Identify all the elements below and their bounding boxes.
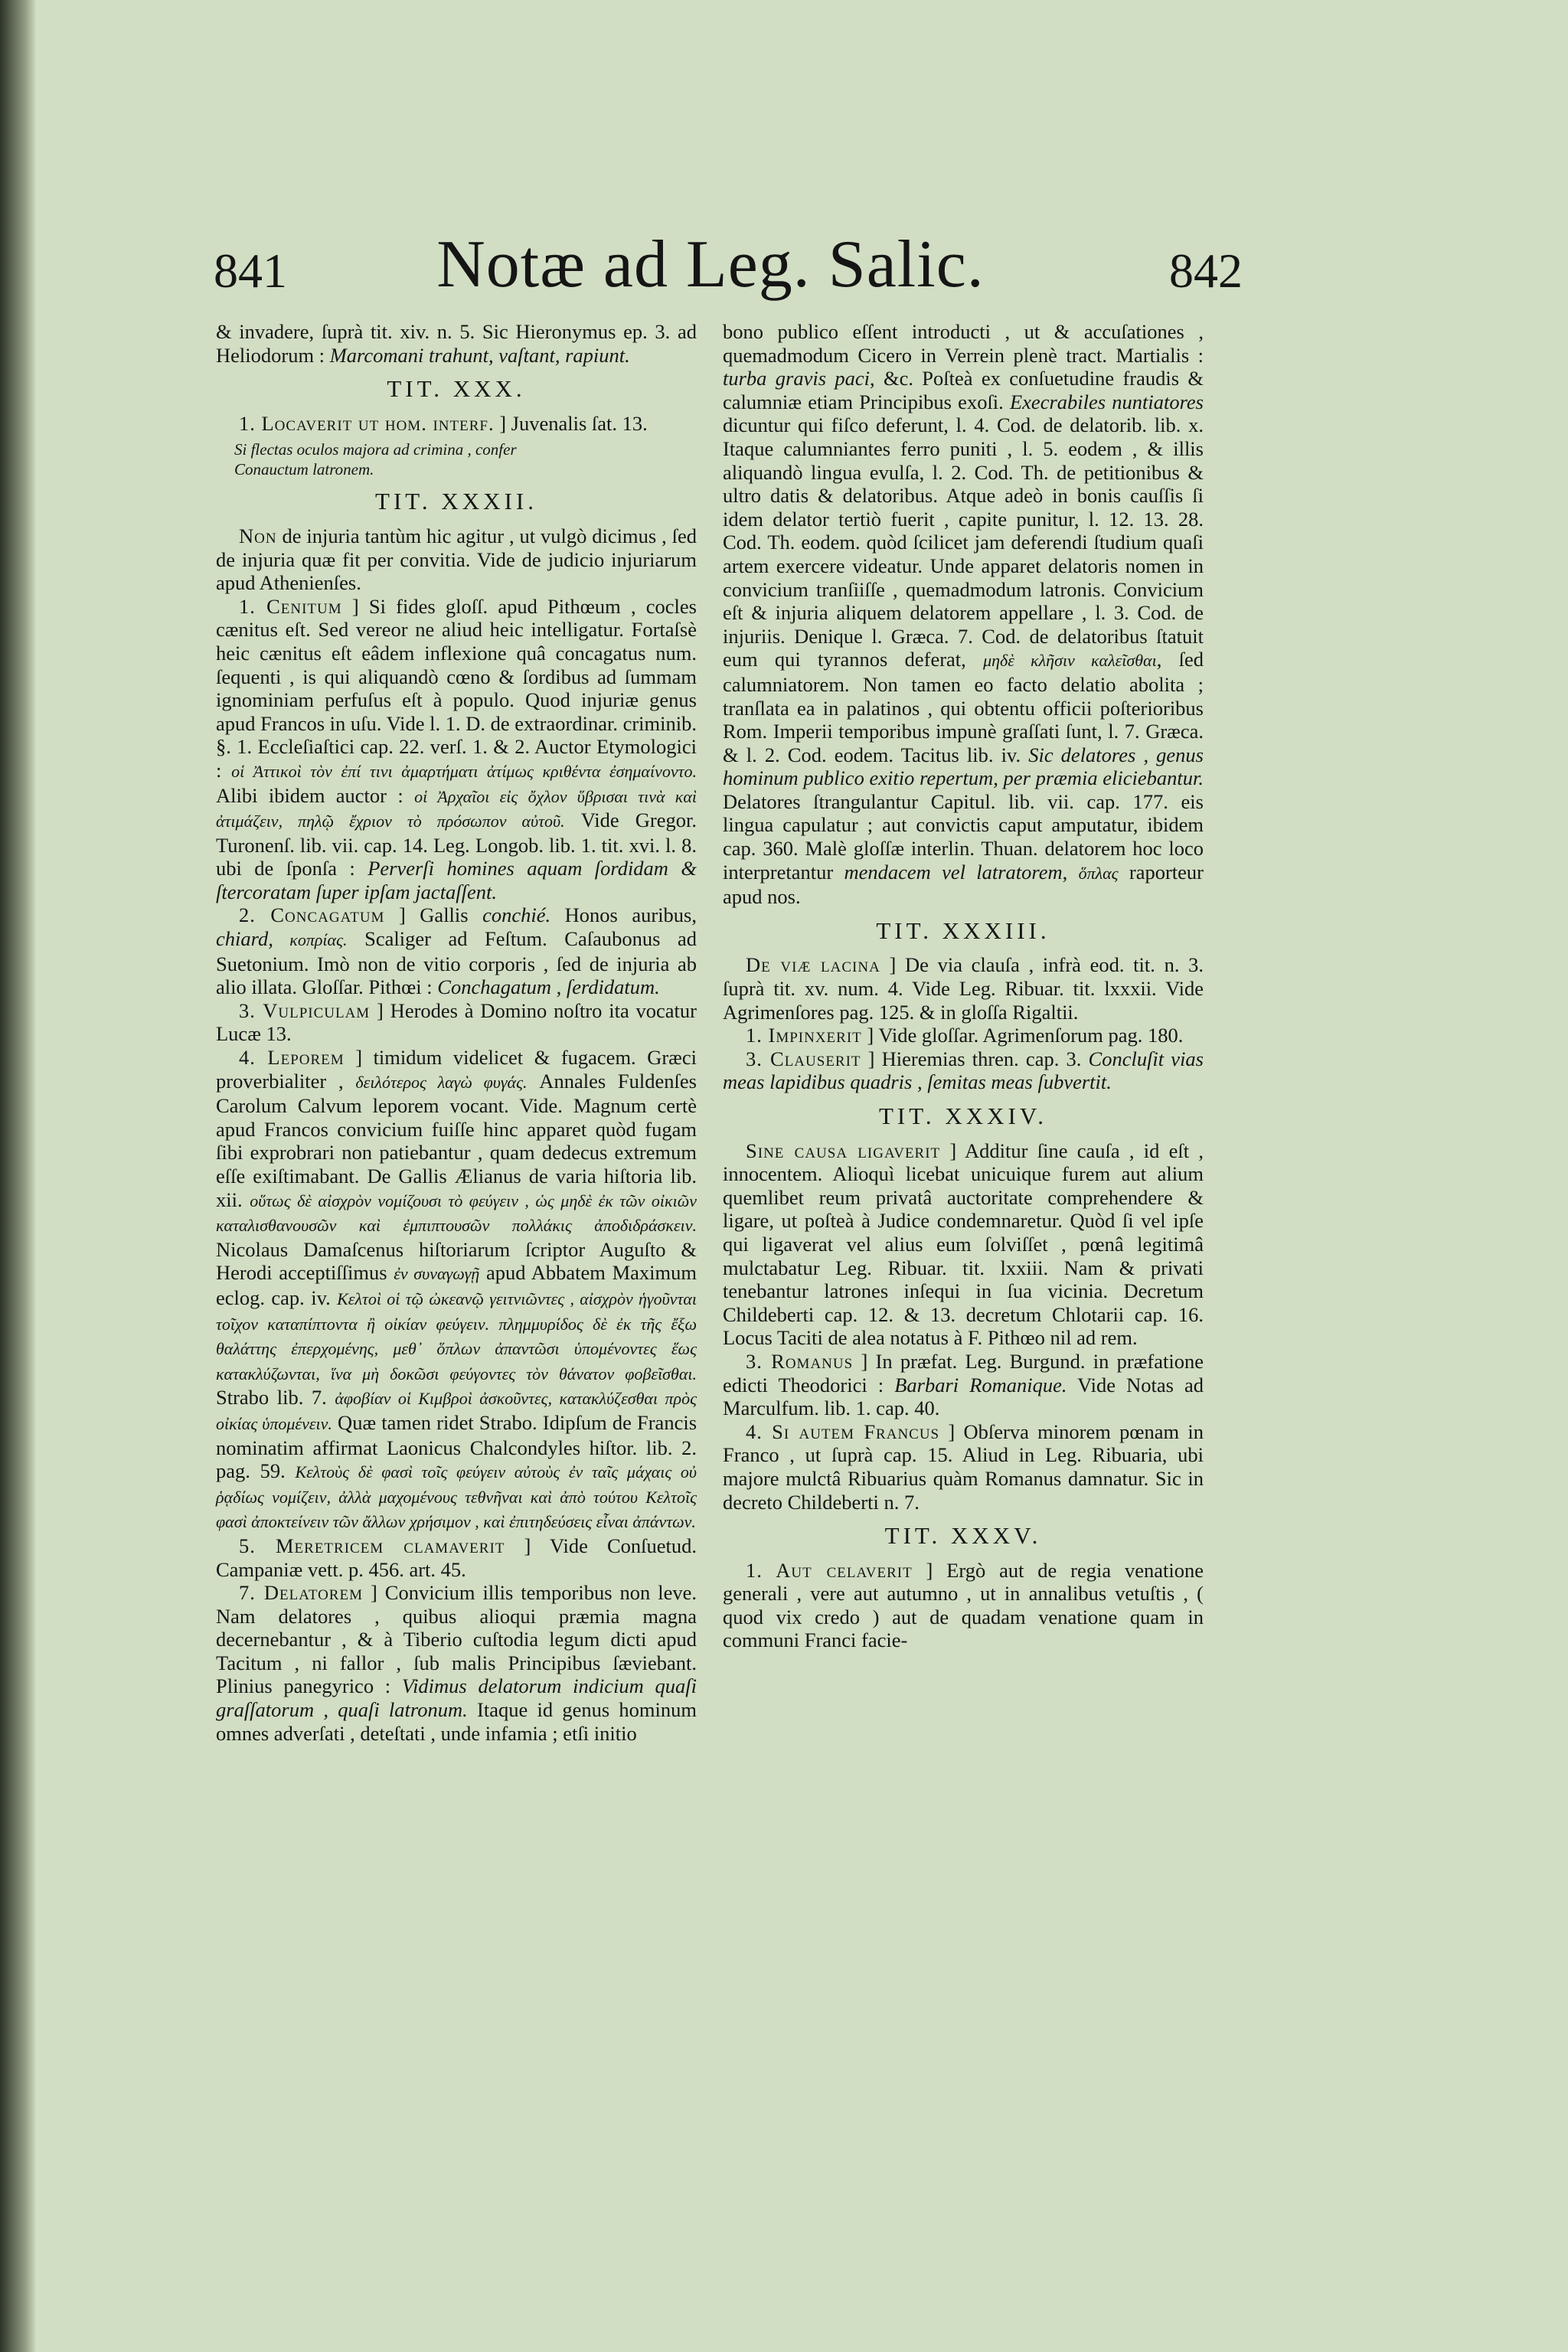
section-heading: TIT. XXXII. — [375, 488, 537, 515]
section-heading: TIT. XXXV. — [884, 1522, 1042, 1550]
note: 3. Clauserit ] Hieremias thren. cap. 3. Concluſit vias meas lapidibus quadris , ſemitas meas ſubvertit. — [723, 1047, 1204, 1094]
paragraph: & invadere, ſuprà tit. xiv. n. 5. Sic Hieronymus ep. 3. ad Heliodorum : Marcomani trahunt, vaſtant, rapiunt. — [216, 320, 697, 367]
paragraph: bono publico eſſent introducti , ut & accuſationes , quemadmodum Cicero in Verrein plenè tract. Martialis : turba gravis paci, &c. Poſteà ex conſuetudine fraudis & calumniæ etiam Principibus exoſi. Execrabiles nuntiatores dicuntur qui fiſco deferunt, l. 4. Cod. de delatorib. lib. x. Itaque calumniantes ferro puniti , l. 5. eodem , & illis aliquandò lingua evulſa, l. 2. Cod. Th. de petitionibus & ultro datis & delatoribus. Atque adeò in bonis cauſſis ſi idem delator tertiò fuerit , capite punitur, l. 12. 13. 28. Cod. Th. eodem. quòd ſcilicet jam deferendi ſtudium quaſi artem exercere videatur. Unde apparet delatoris nomen in convicium tranſiiſſe , quemadmodum latronis. Convicium eſt & injuria aliquem delatorem appellare , l. 3. Cod. de injuriis. Denique l. Græca. 7. Cod. de delatoribus ſtatuit eum qui tyrannos deferat, μηδὲ κλῆσιν καλεῖσθαι, ſed calumniatorem. Non tamen eo facto delatio abolita ; tranſlata ea in palatinos , qui obtentu officii poſterioribus Rom. Imperii temporibus impunè graſſati ſunt, l. 7. Græca. & l. 2. Cod. eodem. Tacitus lib. iv. Sic delatores , genus hominum publico exitio repertum, per præmia eliciebantur. Delatores ſtrangulantur Capitul. lib. vii. cap. 177. eis lingua capulatur ; aut convictis caput amputatur, ibidem cap. 360. Malè gloſſæ interlin. Thuan. delatorem hoc loco interpretantur mendacem vel latratorem, ὅπλας raporteur apud nos. — [723, 320, 1204, 909]
note: 4. Si autem Francus ] Obſerva minorem pœnam in Franco , ut ſuprà cap. 15. Aliud in Leg. Ribuaria, ubi majore mulctâ Ribuarius quàm Romanus damnatur. Sic in decreto Childeberti n. 7. — [723, 1419, 1204, 1514]
page-header — [178, 226, 1243, 318]
section-heading: TIT. XXXIV. — [878, 1102, 1048, 1129]
note: 1. Cenitum ] Si fides gloſſ. apud Pithœum , cocles cænitus eſt. Sed vereor ne aliud heic intelligatur. Fortaſsè heic cænitus eſt eâdem inflexione quâ concagatus num. ſequenti , is qui aliquandò cœno & ſordibus ad ſummam ignominiam perfuſus eſt à populo. Quod injuriæ genus apud Francos in uſu. Vide l. 1. D. de extraordinar. criminib. §. 1. Eccleſiaſtici cap. 22. verſ. 1. & 2. Auctor Etymologici : οἱ Ἀττικοὶ τὸν ἐπί τινι ἀμαρτήματι ἀτίμως κριθέντα ἐσημαίνοντο. Alibi ibidem auctor : οἱ Ἀρχαῖοι εἰς ὄχλον ὕβρισαι τινὰ καὶ ἀτιμάζειν, πηλῷ ἔχριον τὸ πρόσωπον αὐτοῦ. Vide Gregor. Turonenſ. lib. vii. cap. 14. Leg. Longob. lib. 1. tit. xvi. l. 8. ubi de ſponſa : Perverſi homines aquam ſordidam & ſtercoratam ſuper ipſam jactaſſent. — [216, 594, 697, 903]
note: 2. Concagatum ] Gallis conchié. Honos auribus, chiard, κοπρίας. Scaliger ad Feſtum. Caſaubonus ad Suetonium. Imò non de vitio corporis , ſed de injuria ab alio illata. Gloſſar. Pithœi : Conchagatum , ſerdidatum. — [216, 903, 697, 999]
note: 7. Delatorem ] Convicium illis temporibus non leve. Nam delatores , quibus alioqui præmia magna decernebantur , & à Tiberio cuſtodia legum dicti apud Tacitum , ni fallor , ſub malis Principibus ſæviebant. Plinius panegyrico : Vidimus delatorum indicium quaſi graſſatorum , quaſi latronum. Itaque id genus hominum omnes adverſati , deteſtati , unde infamia ; etſi initio — [216, 1581, 697, 1745]
book-gutter-shadow — [0, 0, 35, 2352]
right-column — [723, 320, 1204, 1652]
note: 3. Vulpiculam ] Herodes à Domino noſtro ita vocatur Lucæ 13. — [216, 998, 697, 1046]
paragraph: Non de injuria tantùm hic agitur , ut vulgò dicimus , ſed de injuria quæ fit per convitia. Vide de judicio injuriarum apud Athenienſes. — [216, 524, 697, 595]
note: 1. Impinxerit ] Vide gloſſar. Agrimenſorum pag. 180. — [746, 1024, 1184, 1047]
page-number-right: 842 — [1169, 243, 1243, 298]
left-column — [216, 320, 697, 1745]
note: 3. Romanus ] In præfat. Leg. Burgund. in præfatione edicti Theodorici : Barbari Romanique. Vide Notas ad Marculfum. lib. 1. cap. 40. — [723, 1349, 1204, 1420]
section-heading: TIT. XXXIII. — [876, 916, 1050, 944]
note: De viæ lacina ] De via clauſa , infrà eod. tit. n. 3. ſuprà tit. xv. num. 4. Vide Leg. Ribuar. tit. lxxxii. Vide Agrimenſores pag. 125. & in gloſſa Rigaltii. — [723, 953, 1204, 1024]
running-title: Notæ ad Leg. Salic. — [436, 227, 985, 302]
note: 1. Locaverit ut hom. interf. ] Juvenalis ſat. 13. — [239, 411, 648, 435]
note: 1. Aut celaverit ] Ergò aut de regia venatione generali , vere aut autumno , ut in annalibus vetuſtis , ( quod vix credo ) aut de quadam venatione quam in communi Franci facie- — [723, 1558, 1204, 1652]
quotation: Si flectas oculos majora ad crimina , confer Conauctum latronem. — [234, 440, 517, 479]
note: 4. Leporem ] timidum videlicet & fugacem. Græci proverbialiter , δειλότερος λαγὼ φυγάς. Annales Fuldenſes Carolum Calvum leporem vocant. Vide. Magnum certè apud Francos convicium fuiſſe hinc apparet quòd fugam ſibi exprobrari non patiebantur , quam dedecus extremum eſſe exiſtimabant. De Gallis Ælianus de varia hiſtoria lib. xii. οὕτως δὲ αἰσχρὸν νομίζουσι τὸ φεύγειν , ὡς μηδὲ ἐκ τῶν οἰκιῶν καταλισθανουσῶν καὶ ἐμπιπτουσῶν πολλάκις ἀποδιδράσκειν. Nicolaus Damaſcenus hiſtoriarum ſcriptor Auguſto & Herodi acceptiſſimus ἐν συναγωγῇ apud Abbatem Maximum eclog. cap. iv. Κελτοὶ οἱ τῷ ὠκεανῷ γειτνιῶντες , αἰσχρὸν ἡγοῦνται τοῖχον καταπίπτοντα ἢ οἰκίαν φεύγειν. πλημμυρίδος δὲ ἐκ τῆς ἔξω θαλάττης ἐπερχομένης, μεθ᾽ ὅπλων ἀπαντῶσι ὑπομένοντες ἕως κατακλύζωνται, ἵνα μὴ δοκῶσι φεύγοντες τὸν θάνατον φοβεῖσθαι. Strabo lib. 7. ἀφοβίαν οἱ Κιμβροὶ ἀσκοῦντες, κατακλύζεσθαι πρὸς οἰκίας ὑπομένειν. Quæ tamen ridet Strabo. Idipſum de Francis nominatim affirmat Laonicus Chalcondyles hiſtor. lib. 2. pag. 59. Κελτοὺς δὲ φασὶ τοῖς φεύγειν αὐτοὺς ἐν ταῖς μάχαις οὐ ῥᾳδίως νομίζειν, ἀλλὰ μαχομένους τεθνῆναι καὶ ἀπὸ τούτου Κελτοῖς φασὶ ἀποκτείνειν τῶν ἄλλων χρήσιμον , καὶ ἐπιτηδεύσεις εἶναι ἀπάντων. — [216, 1046, 697, 1532]
note: 5. Meretricem clamaverit ] Vide Conſuetud. Campaniæ vett. p. 456. art. 45. — [216, 1534, 697, 1581]
note: Sine causa ligaverit ] Additur ſine cauſa , id eſt , innocentem. Alioquì licebat unicuique furem aut alium quemlibet reum privatâ auctoritate comprehendere & ligare, ut poſteà à Judice condemnaretur. Quòd ſi vel ipſe qui ligaverat vel alius eum ſolviſſet , pœnâ legitimâ mulctabatur Leg. Ribuar. tit. lxxiii. Nam & privati tenebantur latrones inſequi in ſua vicinia. Decretum Childeberti cap. 12. & 13. decretum Chlotarii cap. 16. Locus Taciti de alea notatus à F. Pithœo nil ad rem. — [723, 1138, 1204, 1350]
page-number-left: 841 — [214, 243, 287, 298]
section-heading: TIT. XXX. — [387, 375, 526, 403]
